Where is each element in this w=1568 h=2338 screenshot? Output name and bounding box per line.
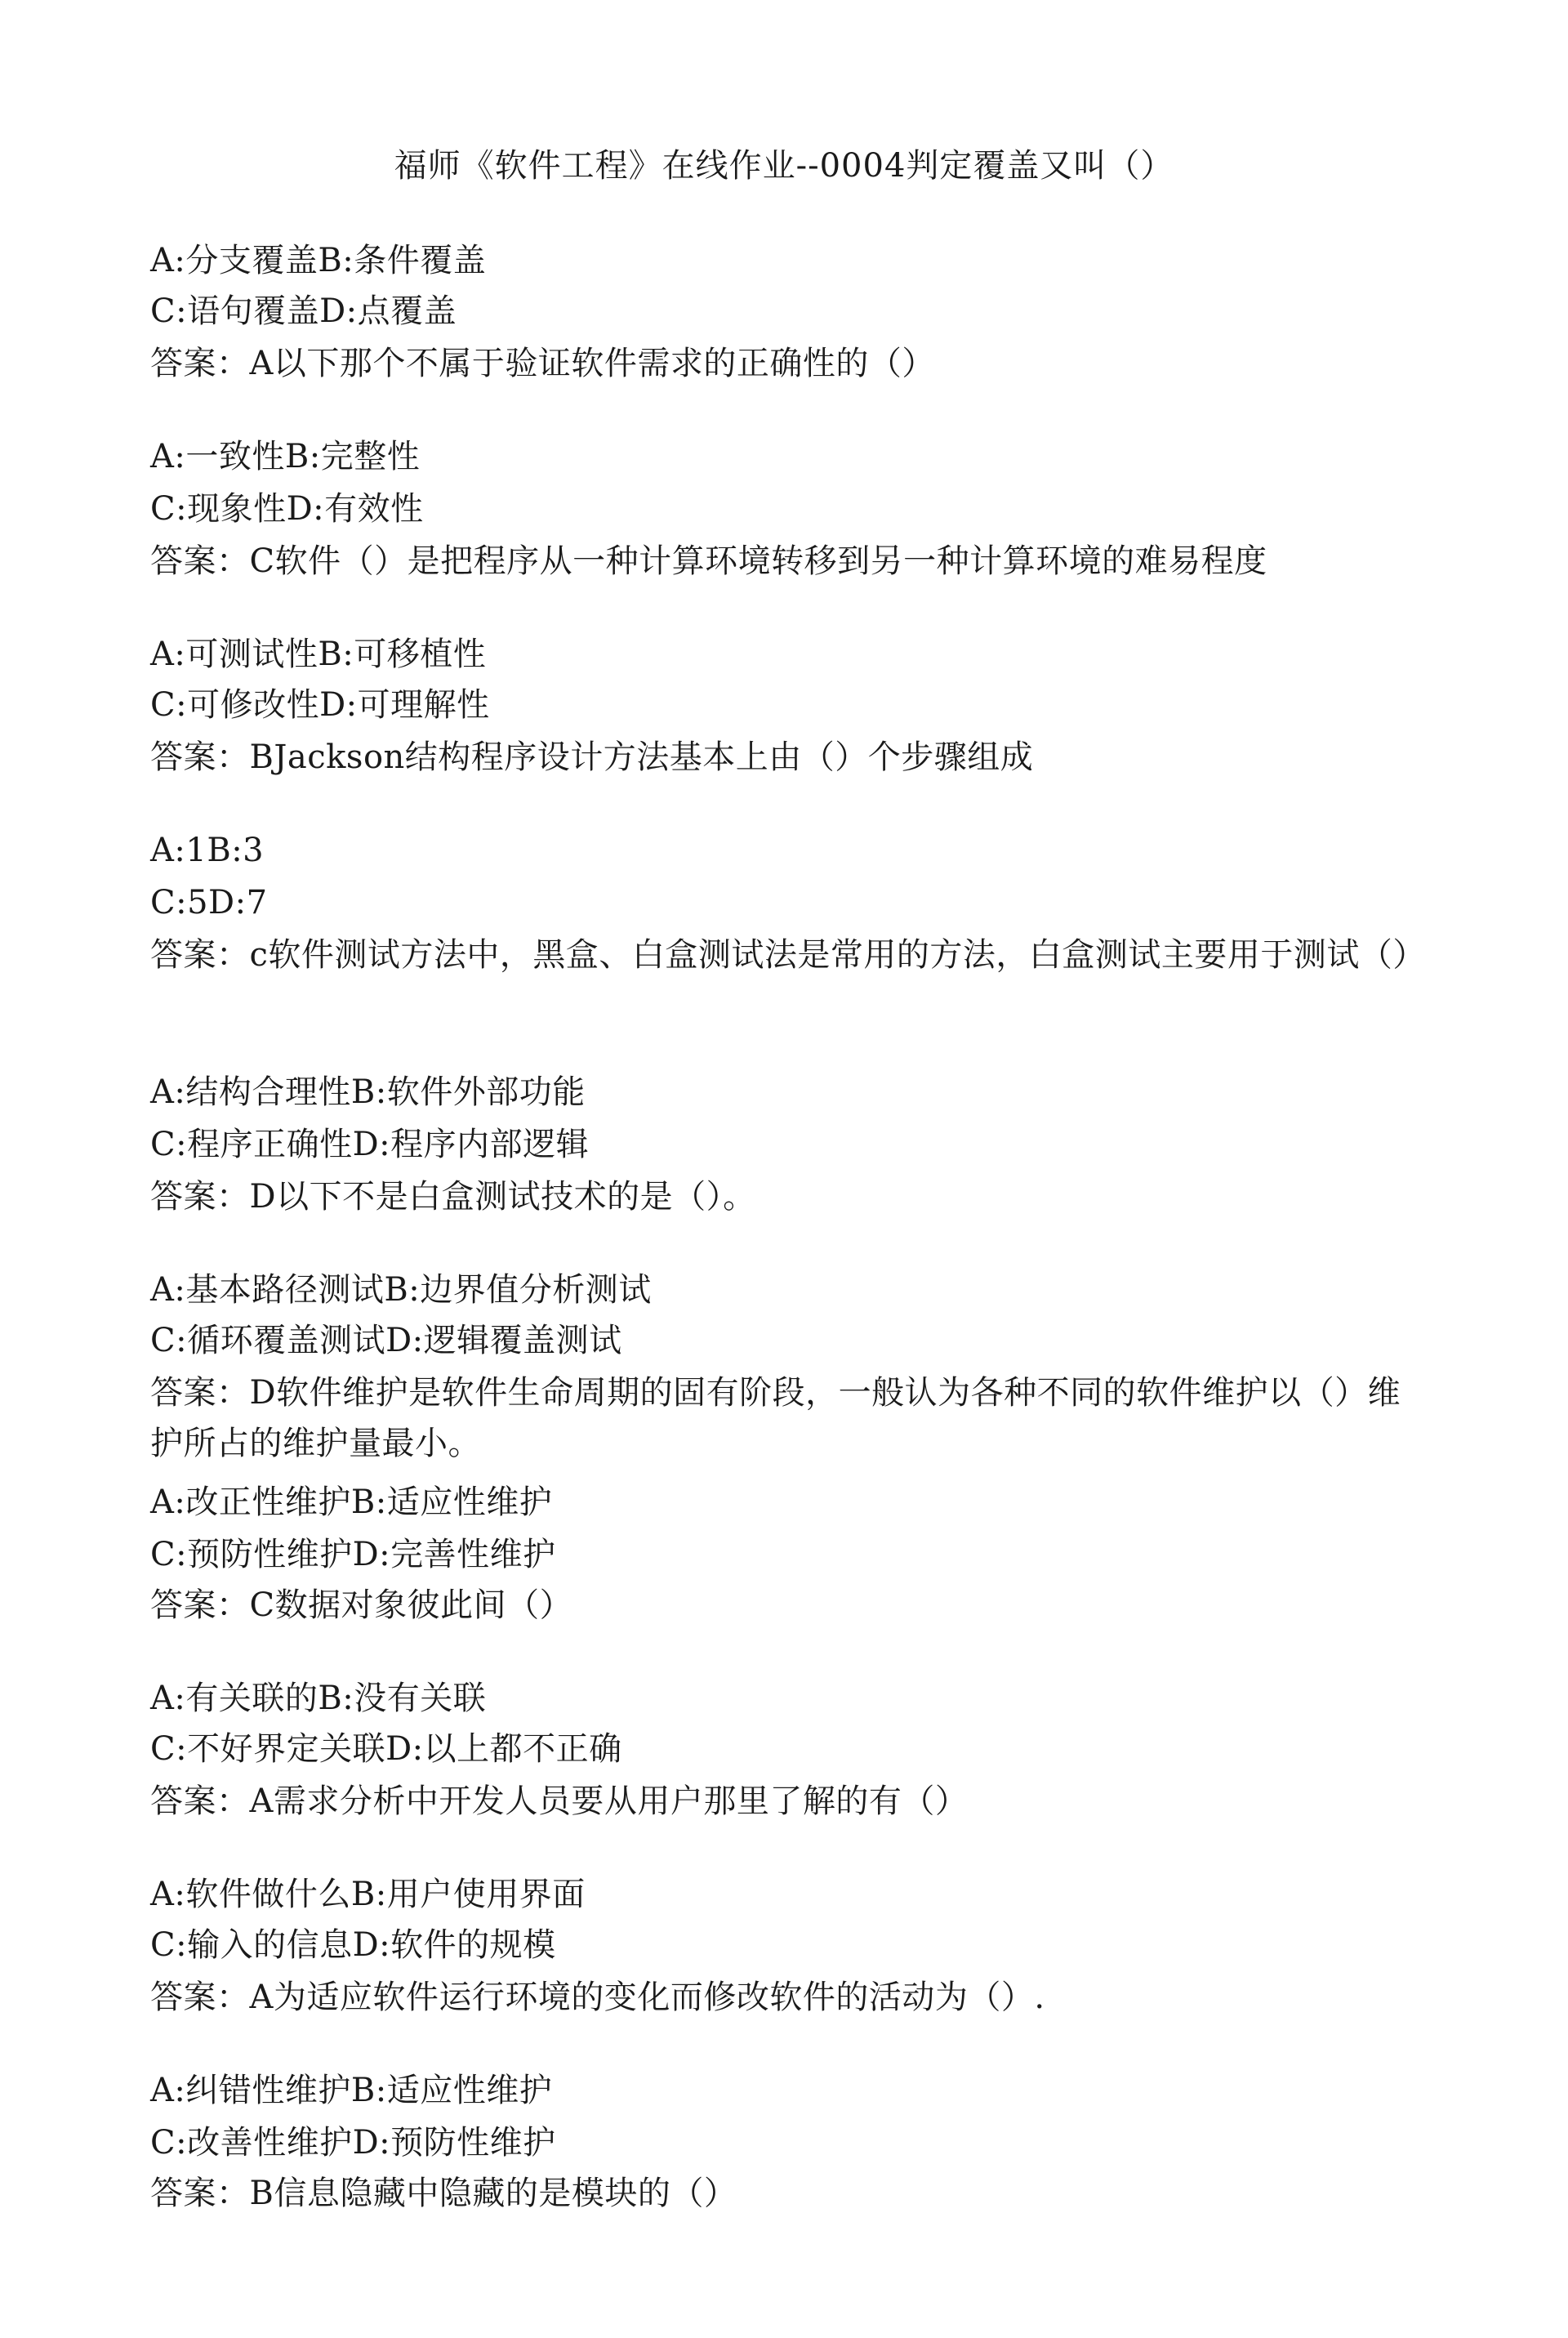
answer-line: 答案：D软件维护是软件生命周期的固有阶段，一般认为各种不同的软件维护以（）维护所占的维护量最小。	[150, 1374, 1401, 1462]
question-options-line: A:纠错性维护B:适应性维护	[150, 2072, 553, 2109]
document-title: 福师《软件工程》在线作业--0004判定覆盖又叫（）	[394, 147, 1174, 185]
question-options-line: A:1B:3	[150, 832, 265, 869]
question-options-line: A:有关联的B:没有关联	[150, 1680, 487, 1717]
question-options-line: A:可测试性B:可移植性	[150, 636, 487, 673]
question-options-line: C:可修改性D:可理解性	[150, 686, 490, 724]
question-options-line: C:循环覆盖测试D:逻辑覆盖测试	[150, 1322, 622, 1359]
question-options-line: C:语句覆盖D:点覆盖	[150, 292, 457, 330]
question-options-line: C:输入的信息D:软件的规模	[150, 1926, 556, 1964]
answer-line: 答案：A以下那个不属于验证软件需求的正确性的（）	[150, 345, 935, 382]
question-options-line: A:软件做什么B:用户使用界面	[150, 1876, 586, 1913]
question-options-line: A:分支覆盖B:条件覆盖	[150, 242, 487, 279]
answer-line: 答案：A为适应软件运行环境的变化而修改软件的活动为（）.	[150, 1979, 1045, 2016]
question-options-line: A:结构合理性B:软件外部功能	[150, 1073, 586, 1111]
question-options-line: C:程序正确性D:程序内部逻辑	[150, 1126, 590, 1163]
question-options-line: A:基本路径测试B:边界值分析测试	[150, 1271, 652, 1309]
answer-line: 答案：c软件测试方法中，黑盒、白盒测试法是常用的方法，白盒测试主要用于测试（）	[150, 936, 1426, 974]
question-options-line: C:改善性维护D:预防性维护	[150, 2124, 556, 2162]
answer-line: 答案：BJackson结构程序设计方法基本上由（）个步骤组成	[150, 738, 1034, 776]
question-options-line: C:现象性D:有效性	[150, 490, 424, 528]
answer-line: 答案：D以下不是白盒测试技术的是（）。	[150, 1178, 756, 1216]
answer-line: 答案：B信息隐藏中隐藏的是模块的（）	[150, 2175, 737, 2212]
answer-line: 答案：A需求分析中开发人员要从用户那里了解的有（）	[150, 1783, 969, 1820]
answer-line: 答案：C数据对象彼此间（）	[150, 1586, 573, 1624]
question-options-line: C:预防性维护D:完善性维护	[150, 1536, 556, 1573]
question-options-line: C:5D:7	[150, 884, 268, 921]
question-options-line: C:不好界定关联D:以上都不正确	[150, 1730, 622, 1768]
question-options-line: A:改正性维护B:适应性维护	[150, 1484, 553, 1521]
question-options-line: A:一致性B:完整性	[150, 438, 421, 475]
answer-line: 答案：C软件（）是把程序从一种计算环境转移到另一种计算环境的难易程度	[150, 542, 1267, 580]
